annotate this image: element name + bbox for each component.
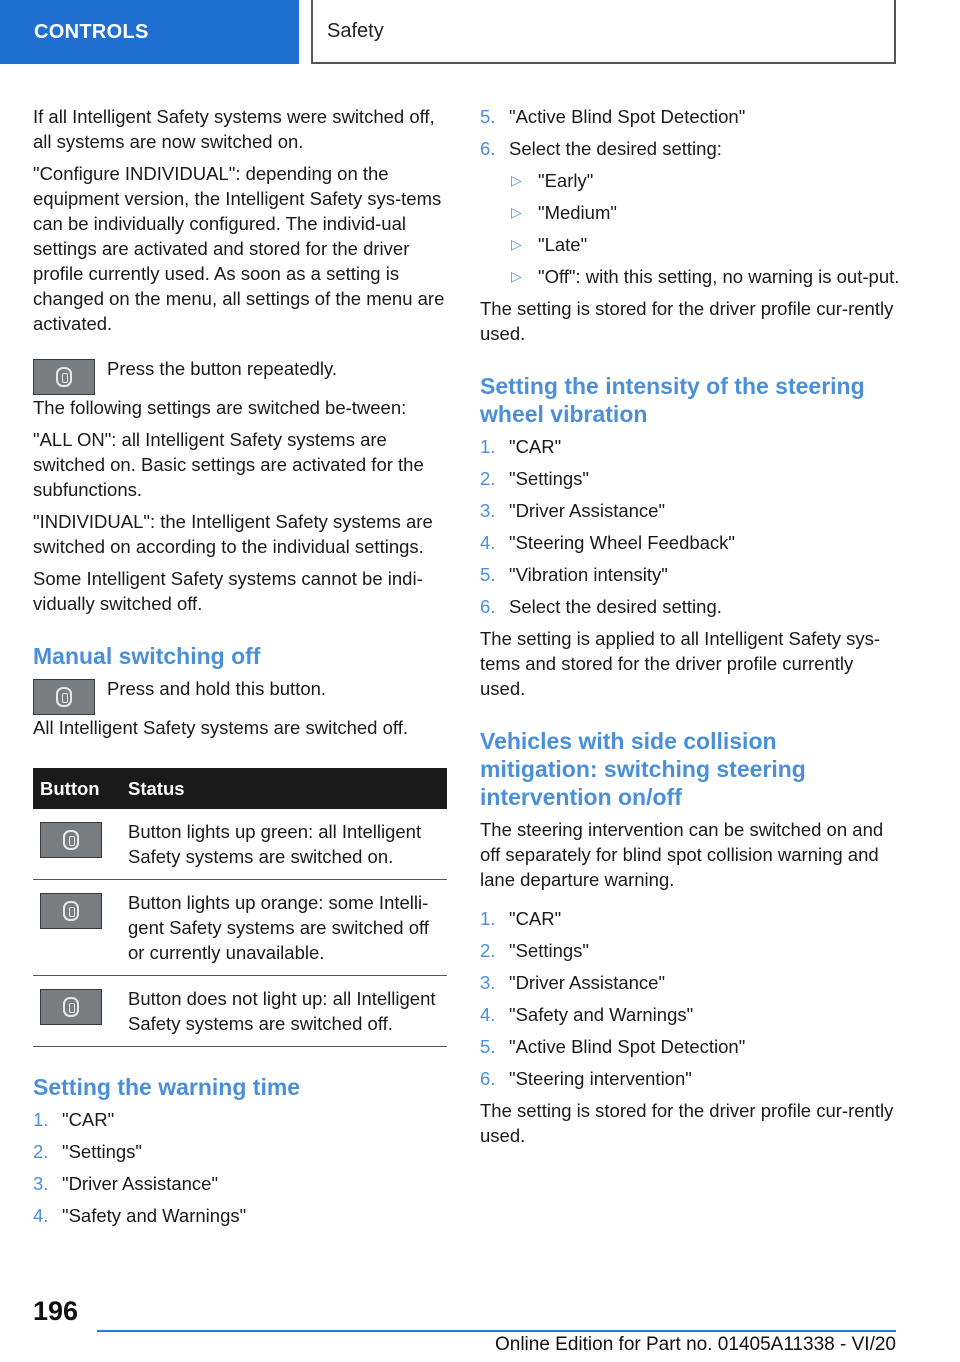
- list-item: 2. "Settings": [480, 468, 589, 489]
- section-heading: Vehicles with side collision mitigation: switching steering intervention on/off: [480, 728, 806, 810]
- status-table: [33, 768, 447, 1047]
- button-instruction: [33, 676, 447, 715]
- paragraph: The following settings are switched be-tween:: [33, 397, 407, 418]
- button-instruction: [33, 356, 447, 395]
- paragraph: Press the button repeatedly.: [107, 358, 338, 379]
- paragraph: "ALL ON": all Intelligent Safety systems are switched on. Basic settings are activated for the subfunctions.: [33, 429, 424, 500]
- table-row: [33, 976, 447, 1047]
- table-header-status: Status: [121, 768, 447, 809]
- paragraph: If all Intelligent Safety systems were switched off, all systems are now switched on.: [33, 106, 435, 152]
- paragraph: The setting is stored for the driver profile cur-rently used.: [480, 1100, 894, 1146]
- safety-button-icon: [33, 359, 95, 395]
- list-item: 4. "Safety and Warnings": [33, 1205, 247, 1226]
- edition-note: Online Edition for Part no. 01405A11338 - VI/20: [494, 1334, 896, 1355]
- paragraph: The setting is applied to all Intelligent Safety sys-tems and stored for the driver profile currently used.: [480, 628, 881, 699]
- list-item: ▷ "Late": [511, 234, 588, 255]
- right-column: [480, 104, 900, 1155]
- list-item: 6. Select the desired setting:: [480, 138, 722, 159]
- list-item: 2. "Settings": [480, 940, 589, 961]
- section-heading: Setting the warning time: [33, 1074, 301, 1100]
- table-cell: Button does not light up: all Intelligent Safety systems are switched off.: [121, 976, 447, 1047]
- table-cell: Button lights up orange: some Intelli-gent Safety systems are switched off or currently unavailable.: [121, 880, 447, 976]
- triangle-bullet-icon: ▷: [511, 172, 522, 188]
- paragraph: Some Intelligent Safety systems cannot be indi-vidually switched off.: [33, 568, 423, 614]
- paragraph: The setting is stored for the driver profile cur-rently used.: [480, 298, 894, 344]
- table-row: [33, 809, 447, 880]
- list-item: 4. "Steering Wheel Feedback": [480, 532, 736, 553]
- section-title: CONTROLS: [34, 20, 149, 43]
- option-list: [480, 168, 900, 289]
- triangle-bullet-icon: ▷: [511, 268, 522, 284]
- safety-button-icon: [33, 679, 95, 715]
- list-item: 3. "Driver Assistance": [33, 1173, 219, 1194]
- section-tab: [0, 0, 299, 64]
- safety-button-icon: [40, 989, 102, 1025]
- footer-divider: [97, 1330, 896, 1332]
- list-item: 5. "Active Blind Spot Detection": [480, 1036, 746, 1057]
- step-list: [480, 434, 900, 619]
- list-item: ▷ "Off": with this setting, no warning is out-put.: [511, 266, 900, 287]
- paragraph: The steering intervention can be switched on and off separately for blind spot collision warning and lane departure warning.: [480, 819, 884, 890]
- triangle-bullet-icon: ▷: [511, 204, 522, 220]
- safety-button-icon: [40, 822, 102, 858]
- section-heading: Manual switching off: [33, 643, 261, 669]
- list-item: 6. Select the desired setting.: [480, 596, 722, 617]
- chapter-header: [311, 0, 896, 64]
- step-list: [33, 1107, 447, 1228]
- paragraph: Press and hold this button.: [107, 678, 327, 699]
- table-row: [33, 880, 447, 976]
- list-item: 6. "Steering intervention": [480, 1068, 692, 1089]
- list-item: 3. "Driver Assistance": [480, 500, 666, 521]
- paragraph: "INDIVIDUAL": the Intelligent Safety systems are switched on according to the individual settings.: [33, 511, 433, 557]
- step-list: [480, 906, 900, 1091]
- left-column: [33, 104, 447, 1235]
- list-item: 1. "CAR": [480, 908, 562, 929]
- chapter-title: Safety: [327, 19, 384, 42]
- list-item: 1. "CAR": [33, 1109, 115, 1130]
- list-item: 2. "Settings": [33, 1141, 142, 1162]
- step-list: [480, 104, 900, 161]
- table-cell: Button lights up green: all Intelligent Safety systems are switched on.: [121, 809, 447, 880]
- page-number: 196: [33, 1296, 79, 1326]
- safety-button-icon: [40, 893, 102, 929]
- paragraph: "Configure INDIVIDUAL": depending on the equipment version, the Intelligent Safety sys-tems can be individually configured. The individ-ual settings are activated and stored for the driver profile currently used. As soon as a setting is changed on the menu, all settings of the menu are activated.: [33, 163, 445, 334]
- triangle-bullet-icon: ▷: [511, 236, 522, 252]
- section-heading: Setting the intensity of the steering wheel vibration: [480, 373, 865, 427]
- list-item: 5. "Active Blind Spot Detection": [480, 106, 746, 127]
- list-item: 3. "Driver Assistance": [480, 972, 666, 993]
- list-item: 4. "Safety and Warnings": [480, 1004, 694, 1025]
- list-item: 5. "Vibration intensity": [480, 564, 668, 585]
- list-item: ▷ "Early": [511, 170, 594, 191]
- paragraph: All Intelligent Safety systems are switched off.: [33, 717, 408, 738]
- list-item: 1. "CAR": [480, 436, 562, 457]
- table-header-button: Button: [33, 768, 121, 809]
- list-item: ▷ "Medium": [511, 202, 617, 223]
